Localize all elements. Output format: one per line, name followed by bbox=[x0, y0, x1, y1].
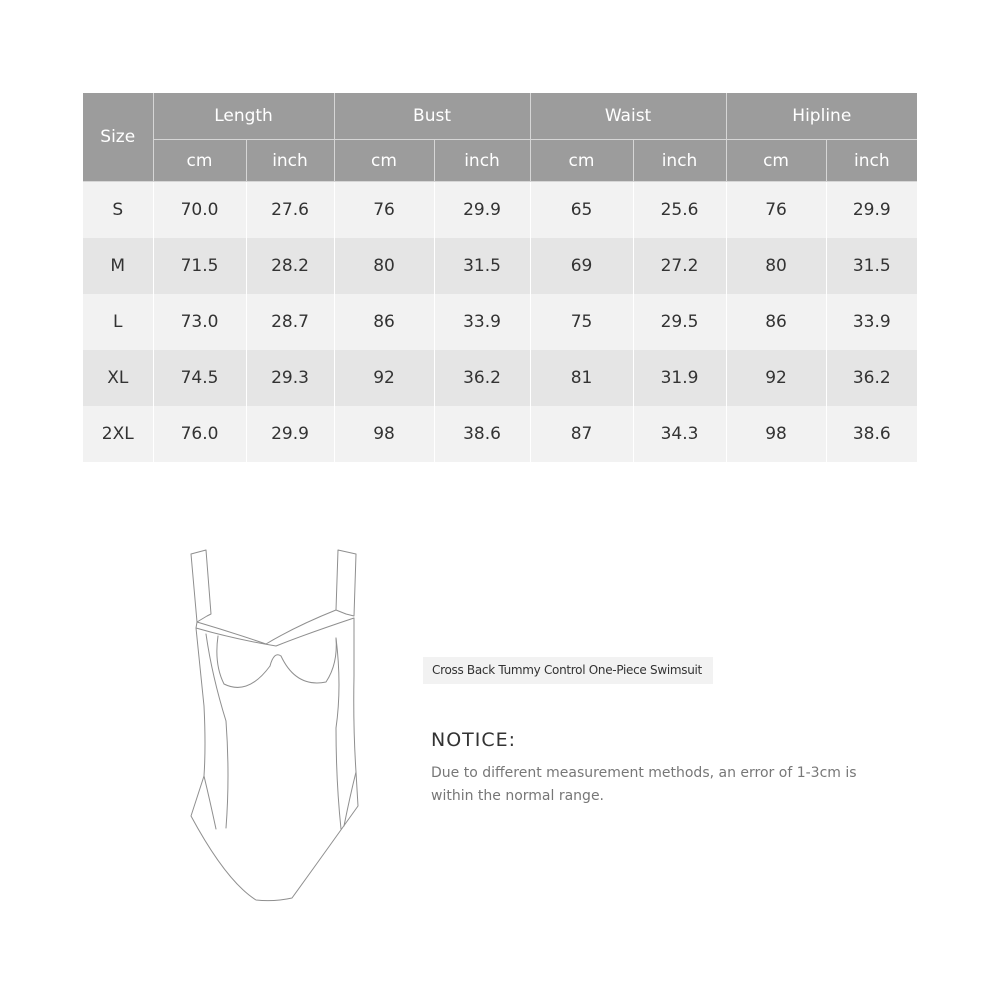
notice-text: Due to different measurement methods, an error of 1-3cm is within the normal range. bbox=[431, 765, 857, 804]
unit-header: cm bbox=[334, 140, 434, 182]
table-row bbox=[83, 182, 917, 239]
size-cell: L bbox=[83, 294, 153, 350]
unit-header: inch bbox=[826, 140, 917, 182]
size-cell: XL bbox=[83, 350, 153, 406]
value-cell: 38.6 bbox=[434, 406, 530, 462]
size-cell: S bbox=[83, 182, 153, 239]
table-row bbox=[83, 294, 917, 350]
value-cell: 71.5 bbox=[153, 238, 246, 294]
size-cell: M bbox=[83, 238, 153, 294]
value-cell: 27.6 bbox=[246, 182, 334, 239]
value-cell: 74.5 bbox=[153, 350, 246, 406]
value-cell: 25.6 bbox=[633, 182, 726, 239]
value-cell: 29.9 bbox=[826, 182, 917, 239]
size-header: Size bbox=[83, 93, 153, 182]
unit-header: cm bbox=[153, 140, 246, 182]
value-cell: 98 bbox=[334, 406, 434, 462]
table-row bbox=[83, 238, 917, 294]
value-cell: 31.9 bbox=[633, 350, 726, 406]
value-cell: 28.7 bbox=[246, 294, 334, 350]
header-group-row bbox=[83, 93, 917, 140]
header-unit-row bbox=[83, 140, 917, 182]
value-cell: 36.2 bbox=[826, 350, 917, 406]
value-cell: 31.5 bbox=[826, 238, 917, 294]
notice-title: NOTICE: bbox=[431, 729, 517, 751]
value-cell: 29.9 bbox=[246, 406, 334, 462]
waist-header: Waist bbox=[530, 93, 726, 140]
size-cell: 2XL bbox=[83, 406, 153, 462]
unit-header: cm bbox=[530, 140, 633, 182]
product-name-label: Cross Back Tummy Control One-Piece Swimsuit bbox=[423, 657, 713, 684]
value-cell: 31.5 bbox=[434, 238, 530, 294]
swimsuit-outline-icon bbox=[186, 546, 362, 904]
value-cell: 69 bbox=[530, 238, 633, 294]
value-cell: 73.0 bbox=[153, 294, 246, 350]
value-cell: 80 bbox=[726, 238, 826, 294]
unit-header: inch bbox=[434, 140, 530, 182]
table-row bbox=[83, 350, 917, 406]
value-cell: 27.2 bbox=[633, 238, 726, 294]
value-cell: 34.3 bbox=[633, 406, 726, 462]
length-header: Length bbox=[153, 93, 334, 140]
unit-header: inch bbox=[633, 140, 726, 182]
value-cell: 33.9 bbox=[434, 294, 530, 350]
value-cell: 33.9 bbox=[826, 294, 917, 350]
value-cell: 76 bbox=[726, 182, 826, 239]
value-cell: 38.6 bbox=[826, 406, 917, 462]
value-cell: 86 bbox=[334, 294, 434, 350]
hipline-header: Hipline bbox=[726, 93, 917, 140]
value-cell: 92 bbox=[334, 350, 434, 406]
value-cell: 86 bbox=[726, 294, 826, 350]
value-cell: 29.9 bbox=[434, 182, 530, 239]
size-chart-table bbox=[83, 93, 917, 462]
value-cell: 70.0 bbox=[153, 182, 246, 239]
value-cell: 76.0 bbox=[153, 406, 246, 462]
table-row bbox=[83, 406, 917, 462]
unit-header: cm bbox=[726, 140, 826, 182]
value-cell: 28.2 bbox=[246, 238, 334, 294]
value-cell: 80 bbox=[334, 238, 434, 294]
value-cell: 36.2 bbox=[434, 350, 530, 406]
value-cell: 81 bbox=[530, 350, 633, 406]
value-cell: 29.5 bbox=[633, 294, 726, 350]
value-cell: 76 bbox=[334, 182, 434, 239]
unit-header: inch bbox=[246, 140, 334, 182]
value-cell: 92 bbox=[726, 350, 826, 406]
bust-header: Bust bbox=[334, 93, 530, 140]
value-cell: 75 bbox=[530, 294, 633, 350]
value-cell: 29.3 bbox=[246, 350, 334, 406]
value-cell: 98 bbox=[726, 406, 826, 462]
value-cell: 65 bbox=[530, 182, 633, 239]
value-cell: 87 bbox=[530, 406, 633, 462]
